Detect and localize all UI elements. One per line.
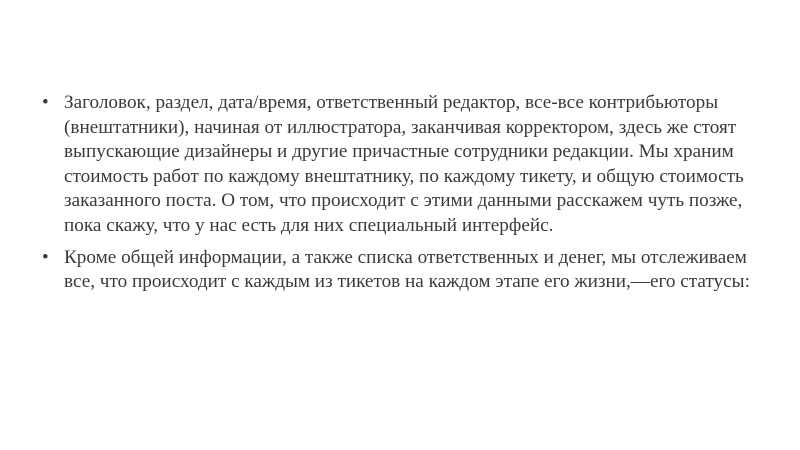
bullet-item bbox=[42, 91, 762, 239]
bullet-marker-icon: • bbox=[42, 246, 49, 268]
bullet-list bbox=[42, 91, 762, 302]
bullet-item bbox=[42, 246, 762, 295]
bullet-text: Кроме общей информации, а также списка ответственных и денег, мы отслеживаем все, что происходит с каждым из тикетов на каждом этапе его жизни,—его статусы: bbox=[64, 246, 750, 293]
bullet-text: Заголовок, раздел, дата/время, ответственный редактор, все-все контрибьюторы (внештатники), начиная от иллюстратора, заканчивая корректором, здесь же стоят выпускающие дизайнеры и другие причастные сотрудники редакции. Мы храним стоимость работ по каждому внештатнику, по каждому тикету, и общую стоимость заказанного поста. О том, что происходит с этими данными расскажем чуть позже, пока скажу, что у нас есть для них специальный интерфейс. bbox=[64, 92, 744, 236]
bullet-marker-icon: • bbox=[42, 92, 49, 113]
